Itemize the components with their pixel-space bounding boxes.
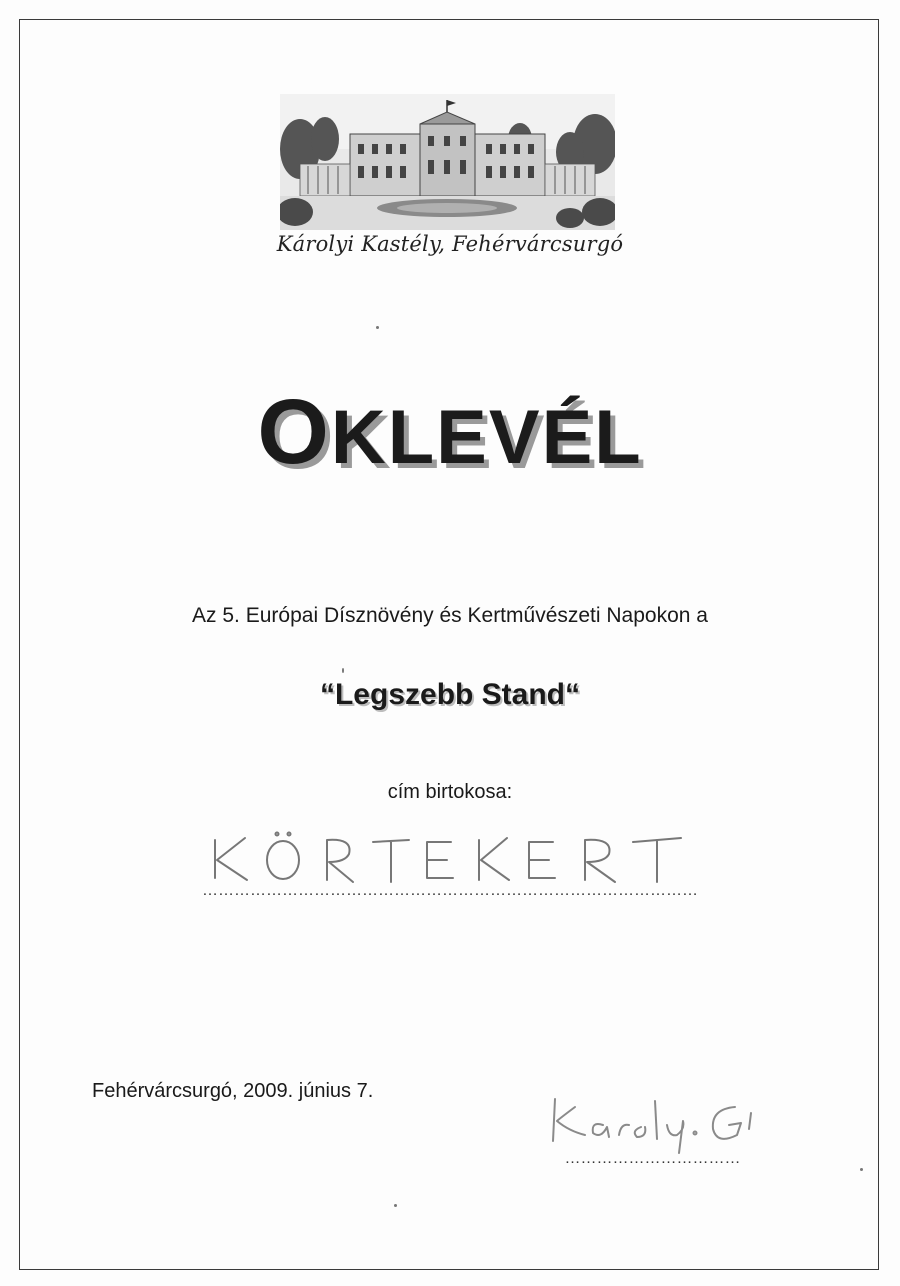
holder-label: cím birtokosa: [387, 781, 513, 803]
holder-name-dotted-line: ………………………………………………………………………………… [202, 882, 698, 899]
intro-line: Az 5. Európai Dísznövény és Kertművészeti Napokon a [192, 604, 708, 627]
castle-engraving-image [280, 94, 615, 230]
scan-speck [394, 1204, 397, 1207]
title-rest: KLEVÉL [330, 395, 643, 480]
title-initial: O [257, 381, 331, 483]
scan-speck [342, 668, 344, 673]
place-and-date: Fehérvárcsurgó, 2009. június 7. [92, 1080, 374, 1102]
castle-caption: Károlyi Kastély, Fehérvárcsurgó [276, 232, 624, 256]
scan-speck [860, 1168, 863, 1171]
handwritten-signature [545, 1085, 765, 1155]
certificate-title [0, 382, 900, 483]
signature-dotted-line: …………………………… [564, 1150, 741, 1167]
scan-speck [376, 326, 379, 329]
award-name: “Legszebb Stand“ [319, 678, 581, 711]
